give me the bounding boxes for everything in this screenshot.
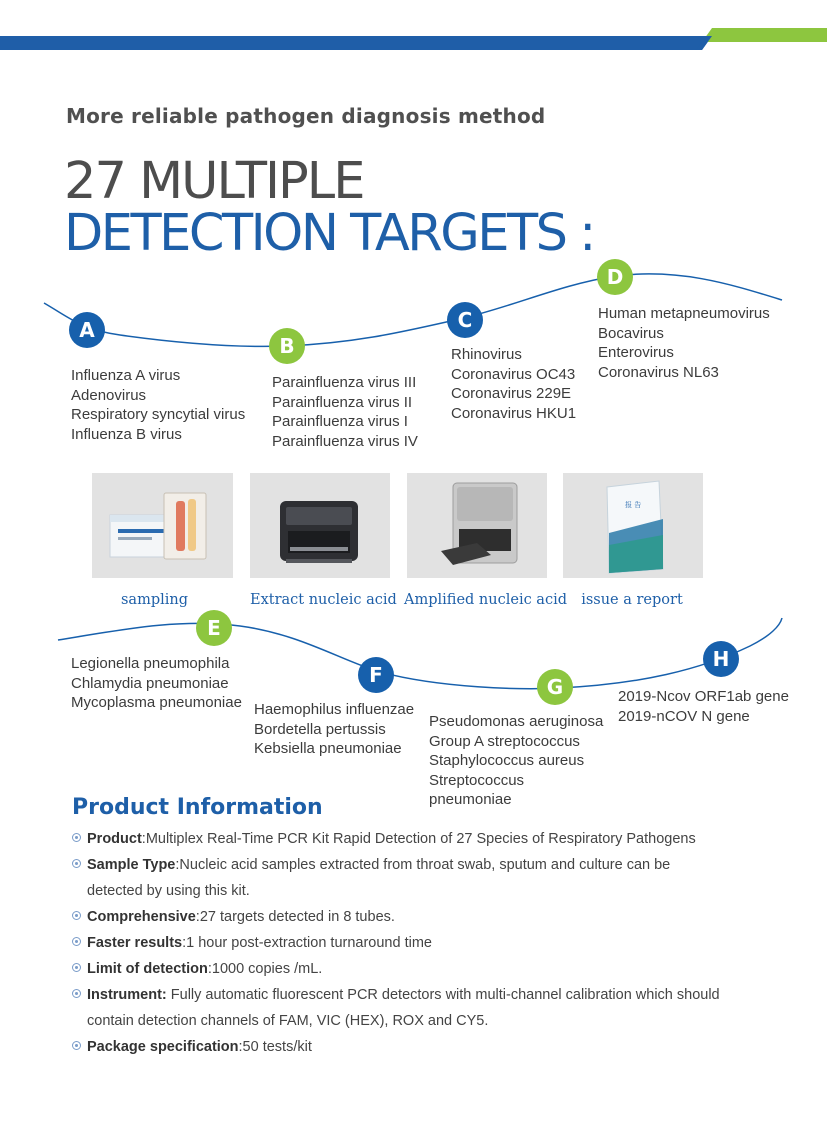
bullet-icon	[72, 911, 81, 920]
list-item: Influenza B virus	[71, 425, 182, 443]
bullet-icon	[72, 989, 81, 998]
info-text: Nucleic acid samples extracted from throat swab, sputum and culture can be	[179, 857, 671, 873]
group-c-badge: C	[447, 302, 483, 338]
caption-amplify: Amplified nucleic acid	[404, 592, 567, 608]
info-sep: :	[195, 909, 200, 925]
info-row-product	[72, 826, 782, 852]
info-label: Faster results	[87, 935, 183, 951]
list-item: Coronavirus NL63	[598, 363, 719, 381]
info-text: Multiplex Real-Time PCR Kit Rapid Detection of 27 Species of Respiratory Pathogens	[145, 831, 696, 847]
caption-extract: Extract nucleic acid	[250, 592, 397, 608]
list-item: Bocavirus	[598, 324, 664, 342]
subtitle: More reliable pathogen diagnosis method	[66, 104, 546, 128]
product-info-list	[72, 826, 782, 1060]
group-g-list	[429, 712, 603, 810]
caption-sampling: sampling	[120, 592, 188, 608]
group-b-badge: B	[269, 328, 305, 364]
list-item: Influenza A virus	[71, 367, 181, 384]
bullet-icon	[72, 937, 81, 946]
product-info-heading: Product Information	[72, 795, 323, 820]
title-line-1: 27 MULTIPLE	[64, 152, 364, 211]
info-label: Limit of detection	[87, 961, 208, 977]
info-row-comprehensive	[72, 904, 782, 930]
group-b-list	[272, 373, 418, 451]
info-row-instrument	[72, 982, 782, 1008]
info-text: Fully automatic fluorescent PCR detectors with multi-channel calibration which should	[170, 987, 720, 1003]
list-item: Kebsiella pneumoniae	[254, 740, 402, 757]
bullet-icon	[72, 963, 81, 972]
info-label: Comprehensive	[87, 909, 196, 925]
list-item: Respiratory syncytial virus	[71, 406, 246, 423]
info-row-sample-type-cont: detected by using this kit.	[87, 883, 250, 899]
group-g-badge: G	[537, 669, 573, 705]
info-sep: :	[175, 857, 180, 873]
info-row-limit-of-detection	[72, 956, 782, 982]
info-text: 27 targets detected in 8 tubes.	[199, 909, 395, 925]
list-item: 2019-Ncov ORF1ab gene	[618, 688, 789, 705]
list-item: Enterovirus	[598, 344, 674, 361]
list-item: Parainfluenza virus I	[272, 413, 408, 430]
info-label: Sample Type	[87, 857, 176, 873]
group-e-badge: E	[196, 610, 232, 646]
info-row-sample-type	[72, 852, 782, 878]
group-h-list	[618, 687, 789, 726]
title-line-2: DETECTION TARGETS :	[64, 204, 594, 263]
info-text: 1 hour post-extraction turnaround time	[186, 935, 432, 951]
info-sep: :	[238, 1039, 243, 1055]
group-e-list	[71, 654, 242, 713]
list-item: Haemophilus influenzae	[254, 701, 415, 718]
list-item: Coronavirus HKU1	[451, 404, 577, 422]
list-item: Pseudomonas aeruginosa	[429, 713, 604, 730]
list-item: Coronavirus 229E	[451, 385, 572, 402]
list-item: 2019-nCOV N gene	[618, 707, 750, 725]
list-item: Human metapneumovirus	[598, 305, 770, 322]
group-a-list	[71, 366, 245, 444]
list-item: Rhinovirus	[451, 346, 522, 363]
group-h-badge: H	[703, 641, 739, 677]
bullet-icon	[72, 1041, 81, 1050]
group-a-badge: A	[69, 312, 105, 348]
info-sep: :	[182, 935, 187, 951]
list-item: Staphylococcus aureus	[429, 752, 585, 769]
bullet-icon	[72, 859, 81, 868]
list-item: Parainfluenza virus III	[272, 374, 417, 391]
info-row-instrument-cont: contain detection channels of FAM, VIC (HEX), ROX and CY5.	[87, 1013, 489, 1029]
list-item: Chlamydia pneumoniae	[71, 674, 229, 692]
list-item: Streptococcus	[429, 771, 525, 789]
list-item: Coronavirus OC43	[451, 365, 576, 383]
info-label: Package specification	[87, 1039, 239, 1055]
info-sep: :	[141, 831, 146, 847]
caption-report: issue a report	[581, 592, 683, 608]
info-text: 50 tests/kit	[242, 1039, 312, 1055]
group-d-list	[598, 304, 770, 382]
bullet-icon	[72, 833, 81, 842]
list-item: Adenovirus	[71, 386, 147, 404]
info-row-faster-results	[72, 930, 782, 956]
list-item: Bordetella pertussis	[254, 720, 386, 738]
group-f-list	[254, 700, 414, 759]
group-f-badge: F	[358, 657, 394, 693]
list-item: Mycoplasma pneumoniae	[71, 694, 242, 711]
info-text: 1000 copies /mL.	[211, 961, 323, 977]
list-item: Legionella pneumophila	[71, 655, 230, 672]
list-item: Parainfluenza virus II	[272, 393, 413, 411]
info-label: Instrument:	[87, 987, 167, 1003]
list-item: Group A streptococcus	[429, 732, 580, 750]
list-item: Parainfluenza virus IV	[272, 432, 418, 450]
list-item: pneumoniae	[429, 791, 512, 808]
group-c-list	[451, 345, 576, 423]
info-row-package	[72, 1034, 782, 1060]
group-d-badge: D	[597, 259, 633, 295]
info-sep: :	[207, 961, 212, 977]
report-cover-text: 报 告	[625, 501, 642, 509]
info-label: Product	[87, 831, 142, 847]
